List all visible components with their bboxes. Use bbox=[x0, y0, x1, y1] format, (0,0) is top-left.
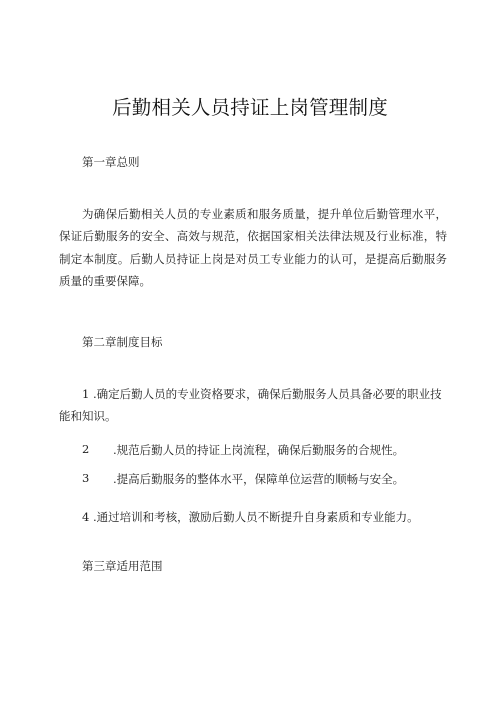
objective-item-3-text: .提高后勤服务的整体水平，保障单位运营的顺畅与安全。 bbox=[113, 472, 405, 486]
chapter-1-paragraph: 为确保后勤相关人员的专业素质和服务质量，提升单位后勤管理水平，保证后勤服务的安全、高效与规范，依据国家相关法律法规及行业标准，特制定本制度。后勤人员持证上岗是对员工专业能力的认可，是提高后勤服务质量的重要保障。 bbox=[59, 207, 447, 289]
objective-item-2-number: 2 bbox=[82, 442, 90, 456]
objective-item-2-text: .规范后勤人员的持证上岗流程，确保后勤服务的合规性。 bbox=[113, 443, 405, 457]
chapter-2-heading: 第二章制度目标 bbox=[82, 335, 163, 349]
objective-item-1-text: .确定后勤人员的专业资格要求，确保后勤服务人员具备必要的职业技能和知识。 bbox=[59, 387, 442, 424]
objective-item-4 bbox=[82, 509, 419, 525]
chapter-3-heading: 第三章适用范围 bbox=[82, 559, 163, 573]
objective-item-4-number: 4 bbox=[82, 510, 90, 524]
objective-item-1-number: 1 bbox=[82, 387, 90, 401]
chapter-1-heading: 第一章总则 bbox=[82, 155, 140, 169]
document-title: 后勤相关人员持证上岗管理制度 bbox=[112, 96, 388, 119]
objective-item-1 bbox=[59, 383, 447, 428]
objective-item-4-text: .通过培训和考核，激励后勤人员不断提升自身素质和专业能力。 bbox=[92, 510, 419, 524]
objective-item-3-number: 3 bbox=[82, 471, 90, 485]
